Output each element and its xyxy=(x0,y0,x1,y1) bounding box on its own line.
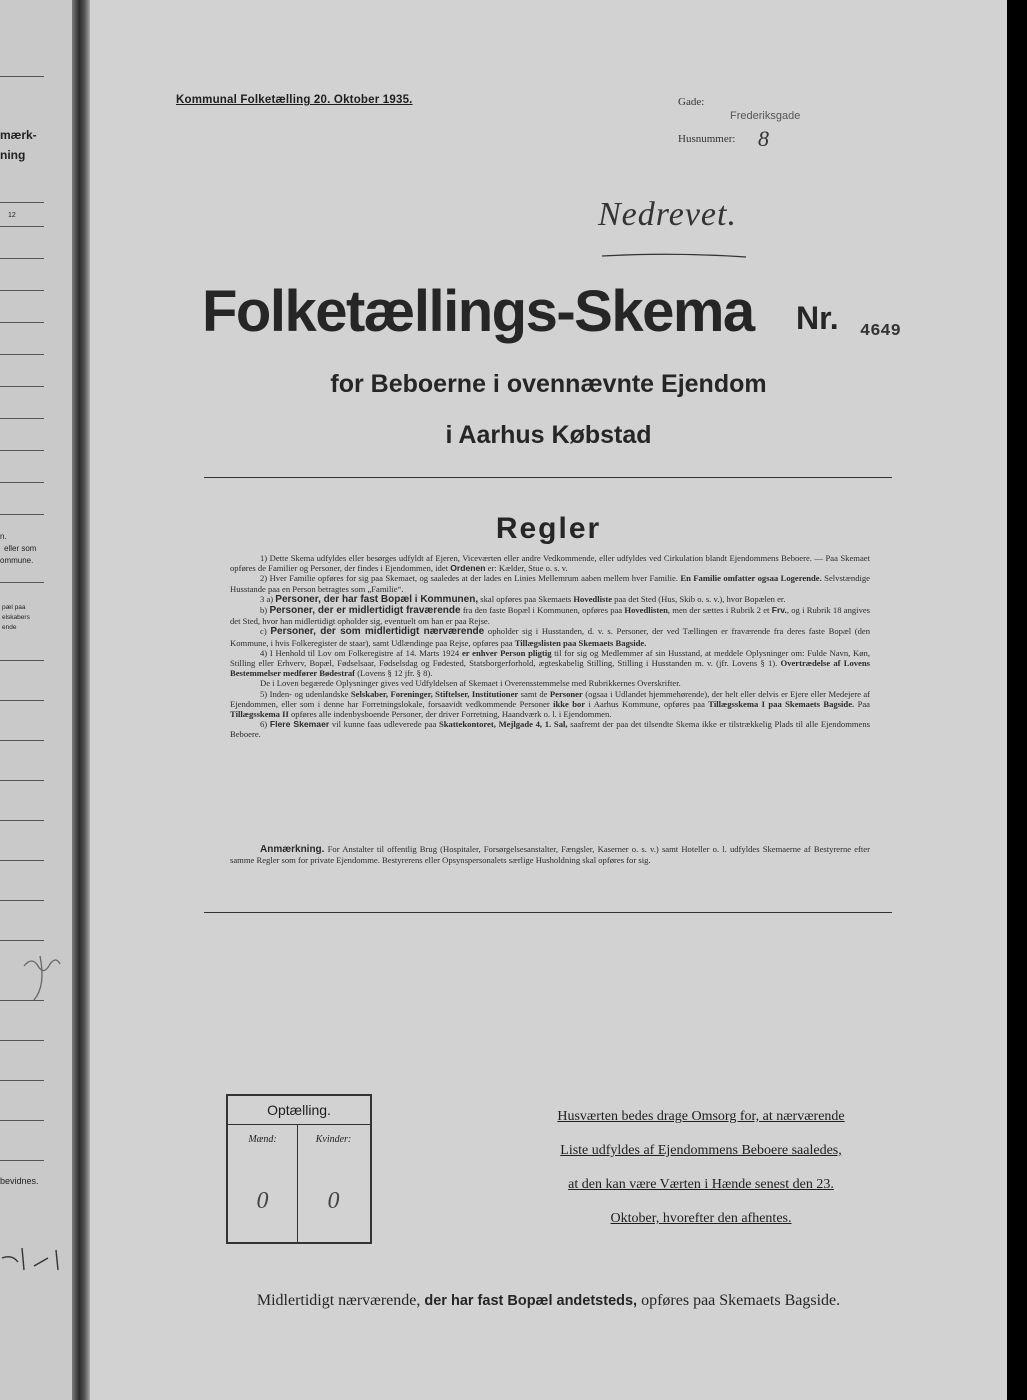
notice-line: Husværten bedes drage Omsorg for, at nærværende xyxy=(557,1109,845,1124)
form-title: Folketællings-Skema xyxy=(202,279,754,344)
tally-title: Optælling. xyxy=(267,1102,331,1118)
street-value: Frederiksgade xyxy=(730,110,801,122)
left-rule xyxy=(0,290,44,291)
notice-line: Liste udfyldes af Ejendommens Beboere saaledes, xyxy=(560,1143,842,1158)
scan-border xyxy=(1007,0,1027,1400)
left-rule xyxy=(0,1080,44,1081)
rule-3b: b) Personer, der er midlertidigt fraværende fra den faste Bopæl i Kommunen, opføres paa Hovedlisten, men der sættes i Rubrik 2 et Frv., og i Rubrik 18 angives det Sted, hvor han midlertidigt opholder sig, eventuelt om han er paa Rejse. xyxy=(230,605,871,627)
form-subtitle-1: for Beboerne i ovennævnte Ejendom xyxy=(330,370,767,398)
men-count: 0 xyxy=(256,1188,269,1214)
left-rule xyxy=(0,700,44,701)
left-rule xyxy=(0,1120,44,1121)
left-fragment-text: pæl paa xyxy=(2,604,26,611)
left-rule xyxy=(0,1040,44,1041)
left-fragment-text: bevidnes. xyxy=(0,1176,39,1186)
left-rule xyxy=(0,482,44,483)
left-rule xyxy=(0,900,44,901)
left-fragment-text: mærk- xyxy=(0,128,37,142)
left-rule xyxy=(0,418,44,419)
remark-label: Anmærkning. xyxy=(260,844,325,855)
rule-4-cont: De i Loven begærede Oplysninger gives ved Udfyldelsen af Skemaet i Overensstemmelse med Rubrikkernes Overskrifter. xyxy=(260,678,681,689)
rule-4: 4) I Henhold til Lov om Folkeregistre af 14. Marts 1924 er enhver Person pligtig til for sig og Medlemmer af sin Husstand, at meddele Oplysninger om: Fulde Navn, Køn, Stilling eller Erhverv, Bopæl, Fødselsaar, Fødselsdag og Fødested, Statsborgerforhold, ægteskabelig Stilling, Stilling i Husstanden m. v. (jfr. Lovens § 1). Overtrædelse af Lovens Bestemmelser medfører Bødestraf (Lovens § 12 jfr. § 8). xyxy=(230,647,870,679)
rule-6: 6) Flere Skemaer vil kunne faas udleverede paa Skattekontoret, Mejlgade 4, 1. Sal, saafremt der paa det tilsendte Skema ikke er tilstrækkelig Plads til alle Ejendommens Beboere. xyxy=(230,719,871,740)
census-header-title: Kommunal Folketælling 20. Oktober 1935. xyxy=(176,94,413,106)
left-rule xyxy=(0,940,44,941)
form-number-value: 4649 xyxy=(860,322,901,341)
left-rule xyxy=(0,582,44,583)
left-rule xyxy=(0,202,44,203)
left-scribble-mark xyxy=(20,944,72,1004)
remark-text xyxy=(230,844,870,866)
notice-line: at den kan være Værten i Hænde senest den 23. xyxy=(568,1177,834,1192)
left-page-fragment xyxy=(0,0,72,1400)
left-rule xyxy=(0,258,44,259)
left-rule xyxy=(0,226,44,227)
left-fragment-text: ende xyxy=(2,624,17,631)
left-fragment-text: ommune. xyxy=(0,556,34,565)
left-rule xyxy=(0,660,44,661)
left-rule xyxy=(0,860,44,861)
landlord-notice xyxy=(534,1100,868,1236)
left-rule xyxy=(0,1000,44,1001)
section-divider xyxy=(204,912,892,913)
left-fragment-text: 12 xyxy=(8,212,16,219)
street-label: Gade: xyxy=(678,96,705,108)
left-fragment-text: elskabers xyxy=(2,614,30,621)
rule-1: 1) Dette Skema udfyldes eller besørges udfyldt af Ejeren, Viceværten eller andre Vedkommende, eller udfyldes ved Cirkulation blandt Ejendommens Beboere. — Paa Skemaet opføres de Familier og Personer, der findes i Ejendommen, idet Ordenen er: Kælder, Stue o. s. v. xyxy=(230,553,870,574)
tally-column-divider xyxy=(297,1124,298,1242)
rules-text xyxy=(230,553,870,740)
house-number-label: Husnummer: xyxy=(678,133,736,145)
rule-3a: 3 a) Personer, der har fast Bopæl i Kommunen, skal opføres paa Skemaets Hovedliste paa det Sted (Hus, Skib o. s. v.), hvor Bopælen er. xyxy=(260,593,786,605)
handwritten-note: Nedrevet. xyxy=(598,196,737,233)
remark-body: For Anstalter til offentlig Brug (Hospitaler, Forsørgelsesanstalter, Fængsler, Kaserner o. s. v.) samt Hoteller o. l. udfyldes Skemaerne af Bestyrerne efter samme Regler som for private Ejendomme. Bestyrerens eller Opsynspersonalets særlige Husholdning skal opføres for sig. xyxy=(230,844,870,866)
tally-box xyxy=(226,1094,372,1244)
left-rule xyxy=(0,450,44,451)
book-gutter xyxy=(72,0,90,1400)
left-signature-mark xyxy=(0,1244,72,1274)
left-rule xyxy=(0,1160,44,1161)
left-fragment-text: ning xyxy=(0,148,26,162)
rule-3c: c) Personer, der som midlertidigt nærværende opholder sig i Husstanden, d. v. s. Personer, der ved Tællingen er fraværende fra deres faste Bopæl (den Kommune, i hvis Folkeregister de staar), samt Udlændinge paa Rejse, opføres paa Tillægslisten paa Skemaets Bagside. xyxy=(230,626,871,648)
notice-line: Oktober, hvorefter den afhentes. xyxy=(610,1211,792,1226)
left-rule xyxy=(0,740,44,741)
men-label: Mænd: xyxy=(248,1134,277,1145)
census-form-page xyxy=(90,0,1007,1400)
rule-2: 2) Hver Familie opføres for sig paa Skemaet, og saaledes at der lades en Linies Mellemrum aaben mellem hver Familie. En Familie omfatter ogsaa Logerende. Selvstændige Husstande paa en Person betragtes som „Familie“. xyxy=(230,573,870,594)
left-rule xyxy=(0,322,44,323)
form-number-label: Nr. xyxy=(796,300,839,336)
left-rule xyxy=(0,386,44,387)
women-label: Kvinder: xyxy=(315,1134,352,1145)
section-divider xyxy=(204,477,892,478)
left-rule xyxy=(0,780,44,781)
left-rule xyxy=(0,76,44,77)
form-subtitle-2: i Aarhus Købstad xyxy=(445,421,652,449)
left-rule xyxy=(0,820,44,821)
rule-5: 5) Inden- og udenlandske Selskaber, Foreninger, Stiftelser, Institutioner samt de Personer (ogsaa i Udlandet hjemmehørende), der helt eller delvis er Ejere eller Medejere af Ejendommen, eller som i denne har Forretningslokale, forsaavidt vedkommende Personer ikke bor i Aarhus Kommune, opføres paa Tillægsskema I paa Skemaets Bagside. Paa Tillægsskema II opføres alle indenbysboende Personer, der driver Forretning, Haandværk o. l. i Ejendommen. xyxy=(230,688,870,720)
women-count: 0 xyxy=(327,1188,340,1214)
tally-divider xyxy=(228,1124,370,1125)
left-rule xyxy=(0,514,44,515)
footer-instruction: Midlertidigt nærværende, der har fast Bopæl andetsteds, opføres paa Skemaets Bagside. xyxy=(256,1292,841,1309)
house-number-value: 8 xyxy=(758,126,769,151)
left-fragment-text: n. xyxy=(0,532,7,541)
left-rule xyxy=(0,354,44,355)
rules-heading: Regler xyxy=(495,512,602,545)
left-fragment-text: eller som xyxy=(4,544,37,553)
handwritten-underline xyxy=(600,250,750,262)
